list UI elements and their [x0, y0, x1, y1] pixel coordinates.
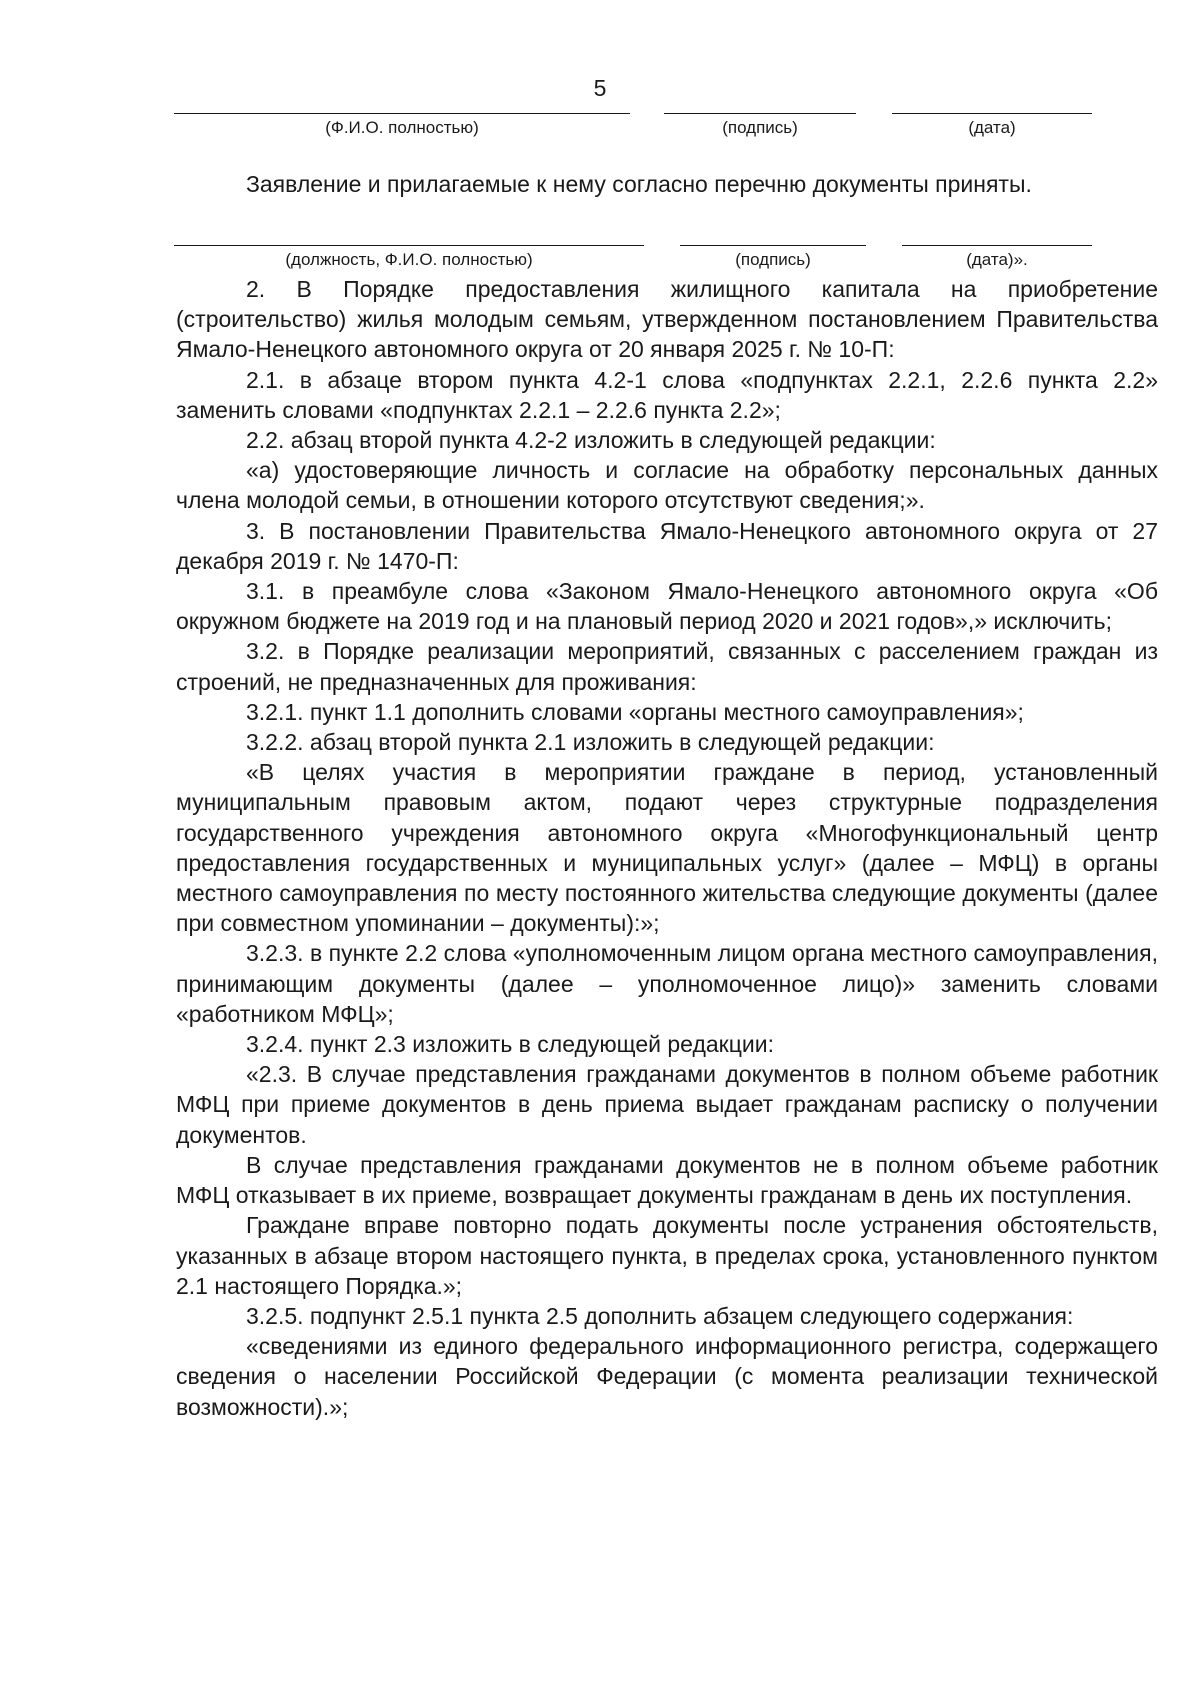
applicant-date-line: [892, 113, 1092, 114]
applicant-name-line: [174, 113, 630, 114]
paragraph: 3.2.2. абзац второй пункта 2.1 изложить в следующей редакции:: [246, 729, 935, 756]
official-date-line: [902, 245, 1092, 246]
page-number: 5: [593, 75, 607, 101]
amendments-text: [176, 274, 1158, 1422]
official-date-caption: (дата)».: [966, 250, 1028, 269]
paragraph: «2.3. В случае представления гражданами документов в полном объеме работник МФЦ при приеме документов в день приема выдает гражданам расписку о получении документов.: [176, 1061, 1158, 1148]
paragraph: 3. В постановлении Правительства Ямало-Ненецкого автономного округа от 27 декабря 2019 г. № 1470-П:: [176, 517, 1158, 574]
paragraph: 3.2. в Порядке реализации мероприятий, связанных с расселением граждан из строений, не предназначенных для проживания:: [176, 638, 1158, 695]
applicant-signature-line: [664, 113, 856, 114]
paragraph: 3.2.4. пункт 2.3 изложить в следующей редакции:: [246, 1031, 774, 1058]
applicant-signature-block: [0, 113, 1200, 153]
acceptance-statement: Заявление и прилагаемые к нему согласно перечню документы приняты.: [246, 171, 1032, 197]
official-name-line: [174, 245, 644, 246]
paragraph: «а) удостоверяющие личность и согласие на обработку персональных данных члена молодой семьи, в отношении которого отсутствуют сведения;».: [176, 457, 1158, 514]
paragraph: 2.2. абзац второй пункта 4.2-2 изложить в следующей редакции:: [246, 427, 936, 454]
official-signature-line: [680, 245, 866, 246]
official-name-caption: (должность, Ф.И.О. полностью): [285, 250, 533, 269]
applicant-signature-field: [664, 113, 856, 153]
paragraph: «сведениями из единого федерального информационного регистра, содержащего сведения о населении Российской Федерации (с момента реализации технической возможности).»;: [176, 1333, 1158, 1420]
paragraph: В случае представления гражданами документов не в полном объеме работник МФЦ отказывает в их приеме, возвращает документы гражданам в день их поступления.: [176, 1151, 1158, 1209]
official-signature-caption: (подпись): [735, 250, 811, 269]
applicant-name-caption: (Ф.И.О. полностью): [325, 118, 479, 137]
paragraph: 3.2.1. пункт 1.1 дополнить словами «органы местного самоуправления»;: [246, 698, 1024, 725]
paragraph: «В целях участия в мероприятии граждане в период, установленный муниципальным правовым актом, подают через структурные подразделения государственного учреждения автономного округа «Многофункциональный центр предоставления государственных и муниципальных услуг» (далее – МФЦ) в органы местного самоуправления по месту постоянного жительства следующие документы (далее при совместном упоминании – документы):»;: [176, 759, 1158, 937]
paragraph: 2.1. в абзаце втором пункта 4.2-1 слова «подпунктах 2.2.1, 2.2.6 пункта 2.2» заменить словами «подпунктах 2.2.1 – 2.2.6 пункта 2.2»;: [176, 366, 1158, 423]
paragraph: 3.1. в преамбуле слова «Законом Ямало-Ненецкого автономного округа «Об окружном бюджете на 2019 год и на плановый период 2020 и 2021 годов»,» исключить;: [176, 578, 1158, 635]
paragraph: 2. В Порядке предоставления жилищного капитала на приобретение (строительство) жилья молодым семьям, утвержденном постановлением Правительства Ямало-Ненецкого автономного округа от 20 января 2025 г. № 10-П:: [176, 276, 1158, 363]
applicant-date-caption: (дата): [968, 118, 1016, 137]
paragraph: 3.2.5. подпункт 2.5.1 пункта 2.5 дополнить абзацем следующего содержания:: [246, 1302, 1074, 1329]
paragraph: Граждане вправе повторно подать документы после устранения обстоятельств, указанных в абзаце втором настоящего пункта, в пределах срока, установленного пунктом 2.1 настоящего Порядка.»;: [176, 1212, 1158, 1299]
paragraph: 3.2.3. в пункте 2.2 слова «уполномоченным лицом органа местного самоуправления, принимающим документы (далее – уполномоченное лицо)» заменить словами «работником МФЦ»;: [176, 940, 1158, 1027]
applicant-signature-caption: (подпись): [722, 118, 798, 137]
applicant-date-field: [892, 113, 1092, 153]
applicant-name-field: [174, 113, 630, 153]
